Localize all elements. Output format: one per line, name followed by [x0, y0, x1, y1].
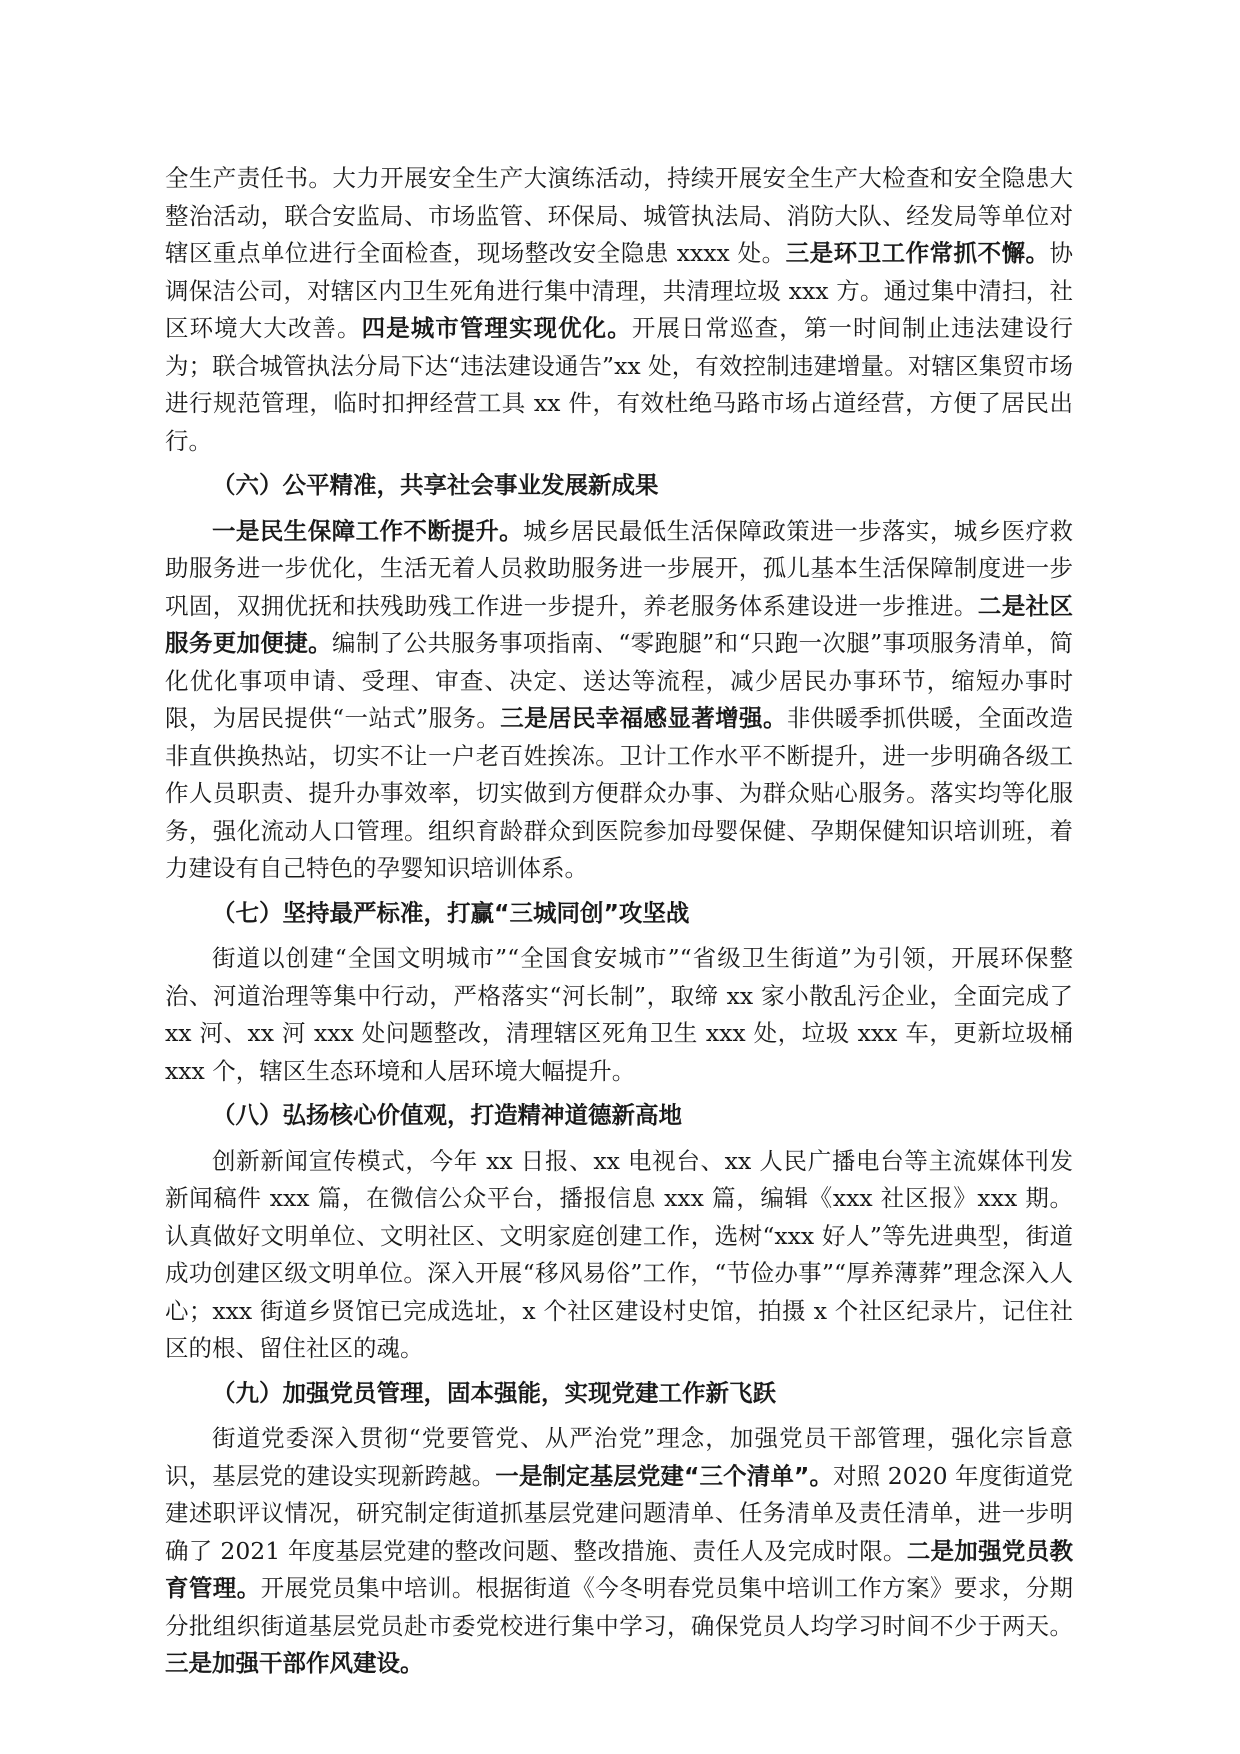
section-s9: [165, 1375, 1073, 1683]
text-run: 编制了公共服务事项指南、“零跑腿”和“只跑一次腿”事项服务清单，简化优化事项申请、受理、审查、决定、送达等流程，减少居民办事环节，缩短办事时限，为居民提供“一站式”服务。: [165, 629, 1074, 732]
text-run: 街道党委深入贯彻“党要管党、从严治党”理念，加强党员干部管理，强化宗旨意识，基层党的建设实现新跨越。: [165, 1424, 1073, 1490]
bold-lead-phrase: 二是加强党员教育管理。: [165, 1536, 1073, 1602]
text-run: 非供暖季抓供暖，全面改造非直供换热站，切实不让一户老百姓挨冻。卫计工作水平不断提升，进一步明确各级工作人员职责、提升办事效率，切实做到方便群众办事、为群众贴心服务。落实均等化服务，强化流动人口管理。组织育龄群众到医院参加母婴保健、孕期保健知识培训班，着力建设有自己特色的孕婴知识培训体系。: [165, 704, 1074, 882]
text-run: 创新新闻宣传模式，今年 xx 日报、xx 电视台、xx 人民广播电台等主流媒体刊发新闻稿件 xxx 篇，在微信公众平台，播报信息 xxx 篇，编辑《xxx 社区报》xxx 期。认真做好文明单位、文明社区、文明家庭创建工作，选树“xxx 好人”等先进典型，街道成功创建区级文明单位。深入开展“移风易俗”工作，“节俭办事”“厚养薄葬”理念深入人心；xxx 街道乡贤馆已完成选址，x 个社区建设村史馆，拍摄 x 个社区纪录片，记住社区的根、留住社区的魂。: [165, 1146, 1073, 1362]
body-paragraph: [165, 1420, 1073, 1683]
section-s6: [165, 467, 1073, 888]
section-s7: [165, 895, 1073, 1091]
bold-lead-phrase: 四是城市管理实现优化。: [361, 314, 632, 342]
section-heading: （六）公平精准，共享社会事业发展新成果: [212, 471, 659, 499]
text-run: 对照 2020 年度街道党建述职评议情况，研究制定街道抓基层党建问题清单、任务清单及责任清单，进一步明确了 2021 年度基层党建的整改问题、整改措施、责任人及完成时限。: [165, 1461, 1074, 1565]
bold-lead-phrase: 三是环卫工作常抓不懈。: [785, 239, 1050, 267]
text-run: 街道以创建“全国文明城市”“全国食安城市”“省级卫生街道”为引领，开展环保整治、河道治理等集中行动，严格落实“河长制”，取缔 xx 家小散乱污企业，全面完成了 xx 河、xx 河 xxx 处问题整改，清理辖区死角卫生 xxx 处，垃圾 xxx 车，更新垃圾桶 xxx 个，辖区生态环境和人居环境大幅提升。: [165, 944, 1073, 1085]
bold-lead-phrase: 二是社区服务更加便捷。: [165, 591, 1074, 657]
bold-lead-phrase: 三是加强干部作风建设。: [165, 1649, 424, 1677]
text-run: 开展日常巡查，第一时间制止违法建设行为；联合城管执法分局下达“违法建设通告”xx 处，有效控制违建增量。对辖区集贸市场进行规范管理，临时扣押经营工具 xx 件，有效杜绝马路市场占道经营，方便了居民出行。: [165, 314, 1074, 455]
bold-lead-phrase: 一是民生保障工作不断提升。: [212, 516, 524, 545]
document-body: [165, 160, 1073, 1683]
bold-lead-phrase: 三是居民幸福感显著增强。: [500, 704, 787, 732]
section-heading: （七）坚持最严标准，打赢“三城同创”攻坚战: [212, 898, 690, 927]
section-heading: （九）加强党员管理，固本强能，实现党建工作新飞跃: [212, 1378, 776, 1407]
section-heading: （八）弘扬核心价值观，打造精神道德新高地: [212, 1101, 682, 1129]
body-paragraph: [165, 513, 1073, 888]
text-run: 城乡居民最低生活保障政策进一步落实，城乡医疗救助服务进一步优化，生活无着人员救助服务进一步展开，孤儿基本生活保障制度进一步巩固，双拥优抚和扶残助残工作进一步提升，养老服务体系建设进一步推进。: [165, 516, 1074, 620]
body-paragraph: [165, 160, 1073, 460]
bold-lead-phrase: 一是制定基层党建“三个清单”。: [495, 1461, 834, 1490]
section-s8: [165, 1097, 1073, 1368]
body-paragraph: [165, 1143, 1073, 1368]
section-s5: [165, 160, 1073, 460]
text-run: 全生产责任书。大力开展安全生产大演练活动，持续开展安全生产大检查和安全隐患大整治活动，联合安监局、市场监管、环保局、城管执法局、消防大队、经发局等单位对辖区重点单位进行全面检查，现场整改安全隐患 xxxx 处。: [165, 164, 1073, 267]
text-run: 开展党员集中培训。根据街道《今冬明春党员集中培训工作方案》要求，分期分批组织街道基层党员赴市委党校进行集中学习，确保党员人均学习时间不少于两天。: [165, 1574, 1074, 1640]
text-run: 协调保洁公司，对辖区内卫生死角进行集中清理，共清理垃圾 xxx 方。通过集中清扫，社区环境大大改善。: [165, 239, 1074, 342]
body-paragraph: [165, 940, 1073, 1090]
